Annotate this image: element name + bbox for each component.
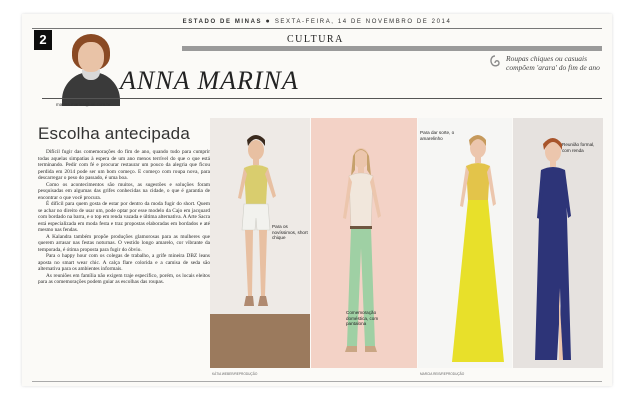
photo-credit: KÁTIA WEBER/REPRODUÇÃO (212, 372, 258, 376)
model-figure-3 (418, 118, 512, 368)
article-headline: Escolha antecipada (38, 124, 190, 143)
photo-caption: Reunião formal, com renda (562, 142, 595, 153)
article-paragraph: A Kalandra também propõe produções glamorosas para as mulheres que querem arrasar nas festas noturnas. O vestido longo amarelo, cor vibrante da temporada, é ótima proposta para fugir do óbvio. (38, 233, 210, 253)
article-paragraph: Difícil fugir das comemorações do fim de ano, quando tudo para cumprir todas aquelas simpatias à espera de um ano menos terrível do que o que está terminando. Pedir com fé e procurar restaurar um pouco da alegria que ficou perdida em 2014 pode ser um bom começo. E começo com roupa nova, para descarregar o peso do passado, é uma boa. (38, 149, 210, 181)
photo-navy-gown (513, 118, 603, 368)
article-paragraph: Para o happy hour com os colegas de trabalho, a grife mineira DBZ leans aposta no smart wear chic. A calça flare colorida e a camisa de seda são alternativa para os ambientes informais. (38, 253, 210, 272)
columnist-portrait (60, 32, 120, 106)
masthead-paper-name: ESTADO DE MINAS (182, 19, 263, 25)
newspaper-page (22, 14, 612, 386)
masthead-date: SEXTA-FEIRA, 14 DE NOVEMBRO DE 2014 (274, 19, 452, 25)
section-teaser: Roupas chiques ou casuais compõem 'arara' do fim de ano (506, 54, 600, 72)
model-figure-1 (210, 118, 310, 368)
columnist-email: marina.marina@uai.com.br (56, 102, 111, 107)
article-paragraph: É difícil para quem gosta de estar por dentro da moda fugir do short. Quem se achar no direito de usar um, pode optar por esse modelo da Cajo em jacquard com bordado na barra, e o top em renda vazada e última alternativa. A Arte Sacra está especializada em moda festa e traz propostas elaboradas em bordados e até mesmo nas fendas. (38, 201, 210, 233)
article-paragraph: Como os acontecimentos são muitos, as sugestões e soluções foram pesquisadas em algumas das grifes conhecidas na cidade, o que é garantia de encontrar o que você procura. (38, 181, 210, 201)
section-bar (182, 46, 602, 51)
photo-caption: Comemoração doméstica, com pantalona (346, 310, 379, 327)
column-rule (42, 98, 602, 99)
photo-shorts-outfit (210, 118, 310, 368)
photo-caption: Para dar sorte, o amarelinho (420, 130, 455, 141)
bottom-rule (32, 381, 602, 382)
photo-credit: MARCIA REIS/REPRODUÇÃO (420, 372, 465, 376)
masthead: ESTADO DE MINAS ● SEXTA-FEIRA, 14 DE NOVEMBRO DE 2014 (182, 18, 452, 25)
article-body (38, 149, 210, 286)
photo-caption: Para os novíssimos, short chique (272, 224, 308, 241)
model-figure-4 (513, 118, 603, 368)
top-rule (32, 28, 602, 29)
section-label: CULTURA (287, 34, 344, 45)
column-title: ANNA MARINA (120, 66, 299, 95)
article-paragraph: As reuniões em família não exigem traje específico, porém, os locais eleitos para as comemorações podem guiar as escolhas das roupas. (38, 272, 210, 285)
page-number: 2 (34, 30, 52, 50)
model-figure-2 (311, 118, 417, 368)
photo-yellow-gown (418, 118, 512, 368)
photo-pants-outfit (311, 118, 417, 368)
spiral-ornament-icon (488, 54, 502, 72)
